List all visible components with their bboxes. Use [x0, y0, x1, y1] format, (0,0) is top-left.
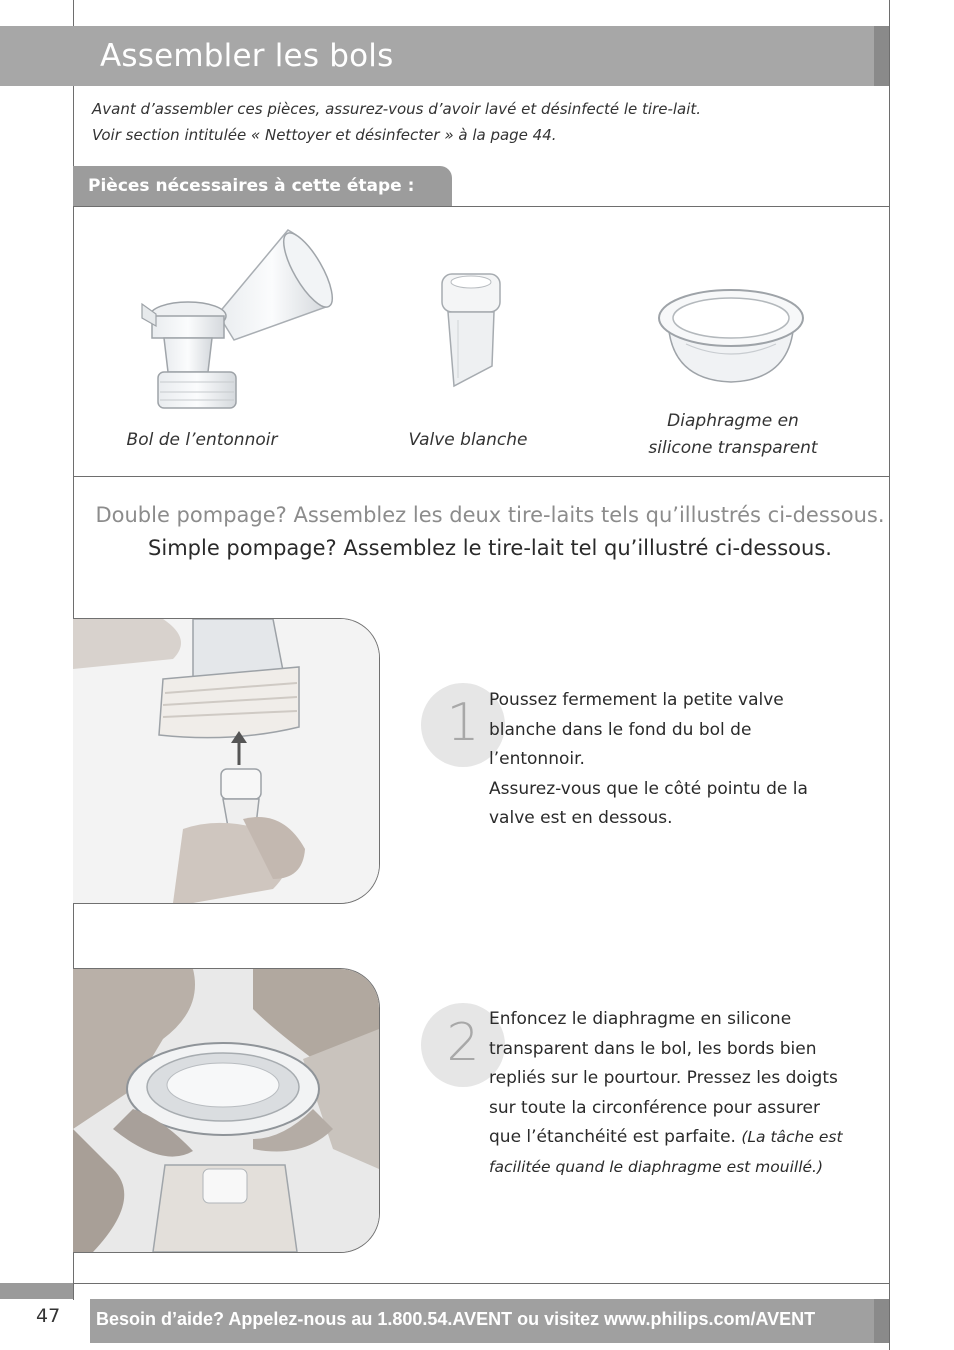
step-2-line-3: repliés sur le pourtour. Pressez les doigts [489, 1068, 838, 1088]
double-pumping-heading: Double pompage? Assemblez les deux tire-laits tels qu’illustrés ci-dessous. [95, 503, 885, 527]
step-1-number: 1 [446, 693, 480, 753]
step-2-number: 2 [446, 1013, 480, 1073]
footer-top-rule [73, 1283, 890, 1284]
page-title: Assembler les bols [100, 38, 394, 74]
part-caption-valve: Valve blanche [408, 430, 528, 450]
step-2-line-5-text: que l’étanchéité est parfaite. [489, 1127, 742, 1147]
white-valve-image [436, 270, 506, 390]
step-2-photo [73, 968, 380, 1253]
caption-line-2: silicone transparent [648, 438, 818, 458]
intro-line-2: Voir section intitulée « Nettoyer et désinfecter » à la page 44. [92, 126, 557, 144]
silicone-diaphragm-image [656, 284, 806, 386]
footer-bar-tab [874, 1299, 889, 1343]
part-caption-bowl: Bol de l’entonnoir [126, 430, 278, 450]
step-1-text [489, 686, 849, 834]
step-2-line-4: sur toute la circonférence pour assurer [489, 1097, 820, 1118]
parts-top-rule [73, 206, 890, 207]
step-1-photo [73, 618, 380, 904]
parts-tab-label: Pièces nécessaires à cette étape : [88, 176, 415, 196]
step-1-line-4: valve est en dessous. [489, 808, 673, 828]
footer-corner-block [0, 1283, 73, 1299]
right-margin-line [889, 0, 890, 1350]
part-caption-diaphragm [630, 408, 836, 462]
title-bar-tab [874, 26, 889, 86]
parts-bottom-rule [73, 476, 890, 477]
intro-line-1: Avant d’assembler ces pièces, assurez-vous d’avoir lavé et désinfecté le tire-lait. [92, 100, 702, 118]
step-1-line-1: Poussez fermement la petite valve [489, 690, 784, 710]
page-number: 47 [36, 1305, 61, 1327]
step-2-line-5 [489, 1123, 849, 1153]
help-line: Besoin d’aide? Appelez-nous au 1.800.54.AVENT ou visitez www.philips.com/AVENT [96, 1309, 816, 1329]
step-2-note-start: (La tâche est [741, 1128, 843, 1146]
intro-text [92, 96, 852, 148]
funnel-bowl-image [138, 222, 334, 418]
step-1-line-3: Assurez-vous que le côté pointu de la [489, 778, 808, 799]
caption-line-1: Diaphragme en [667, 411, 799, 431]
step-2-text [489, 1005, 849, 1182]
single-pumping-heading: Simple pompage? Assemblez le tire-lait tel qu’illustré ci-dessous. [148, 536, 832, 560]
step-1-line-2: blanche dans le fond du bol de l’entonnoir. [489, 719, 752, 769]
step-2-line-1: Enfoncez le diaphragme en silicone [489, 1009, 792, 1029]
step-2-note-end: facilitée quand le diaphragme est mouillé.) [489, 1157, 824, 1176]
step-2-line-2: transparent dans le bol, les bords bien [489, 1038, 817, 1059]
